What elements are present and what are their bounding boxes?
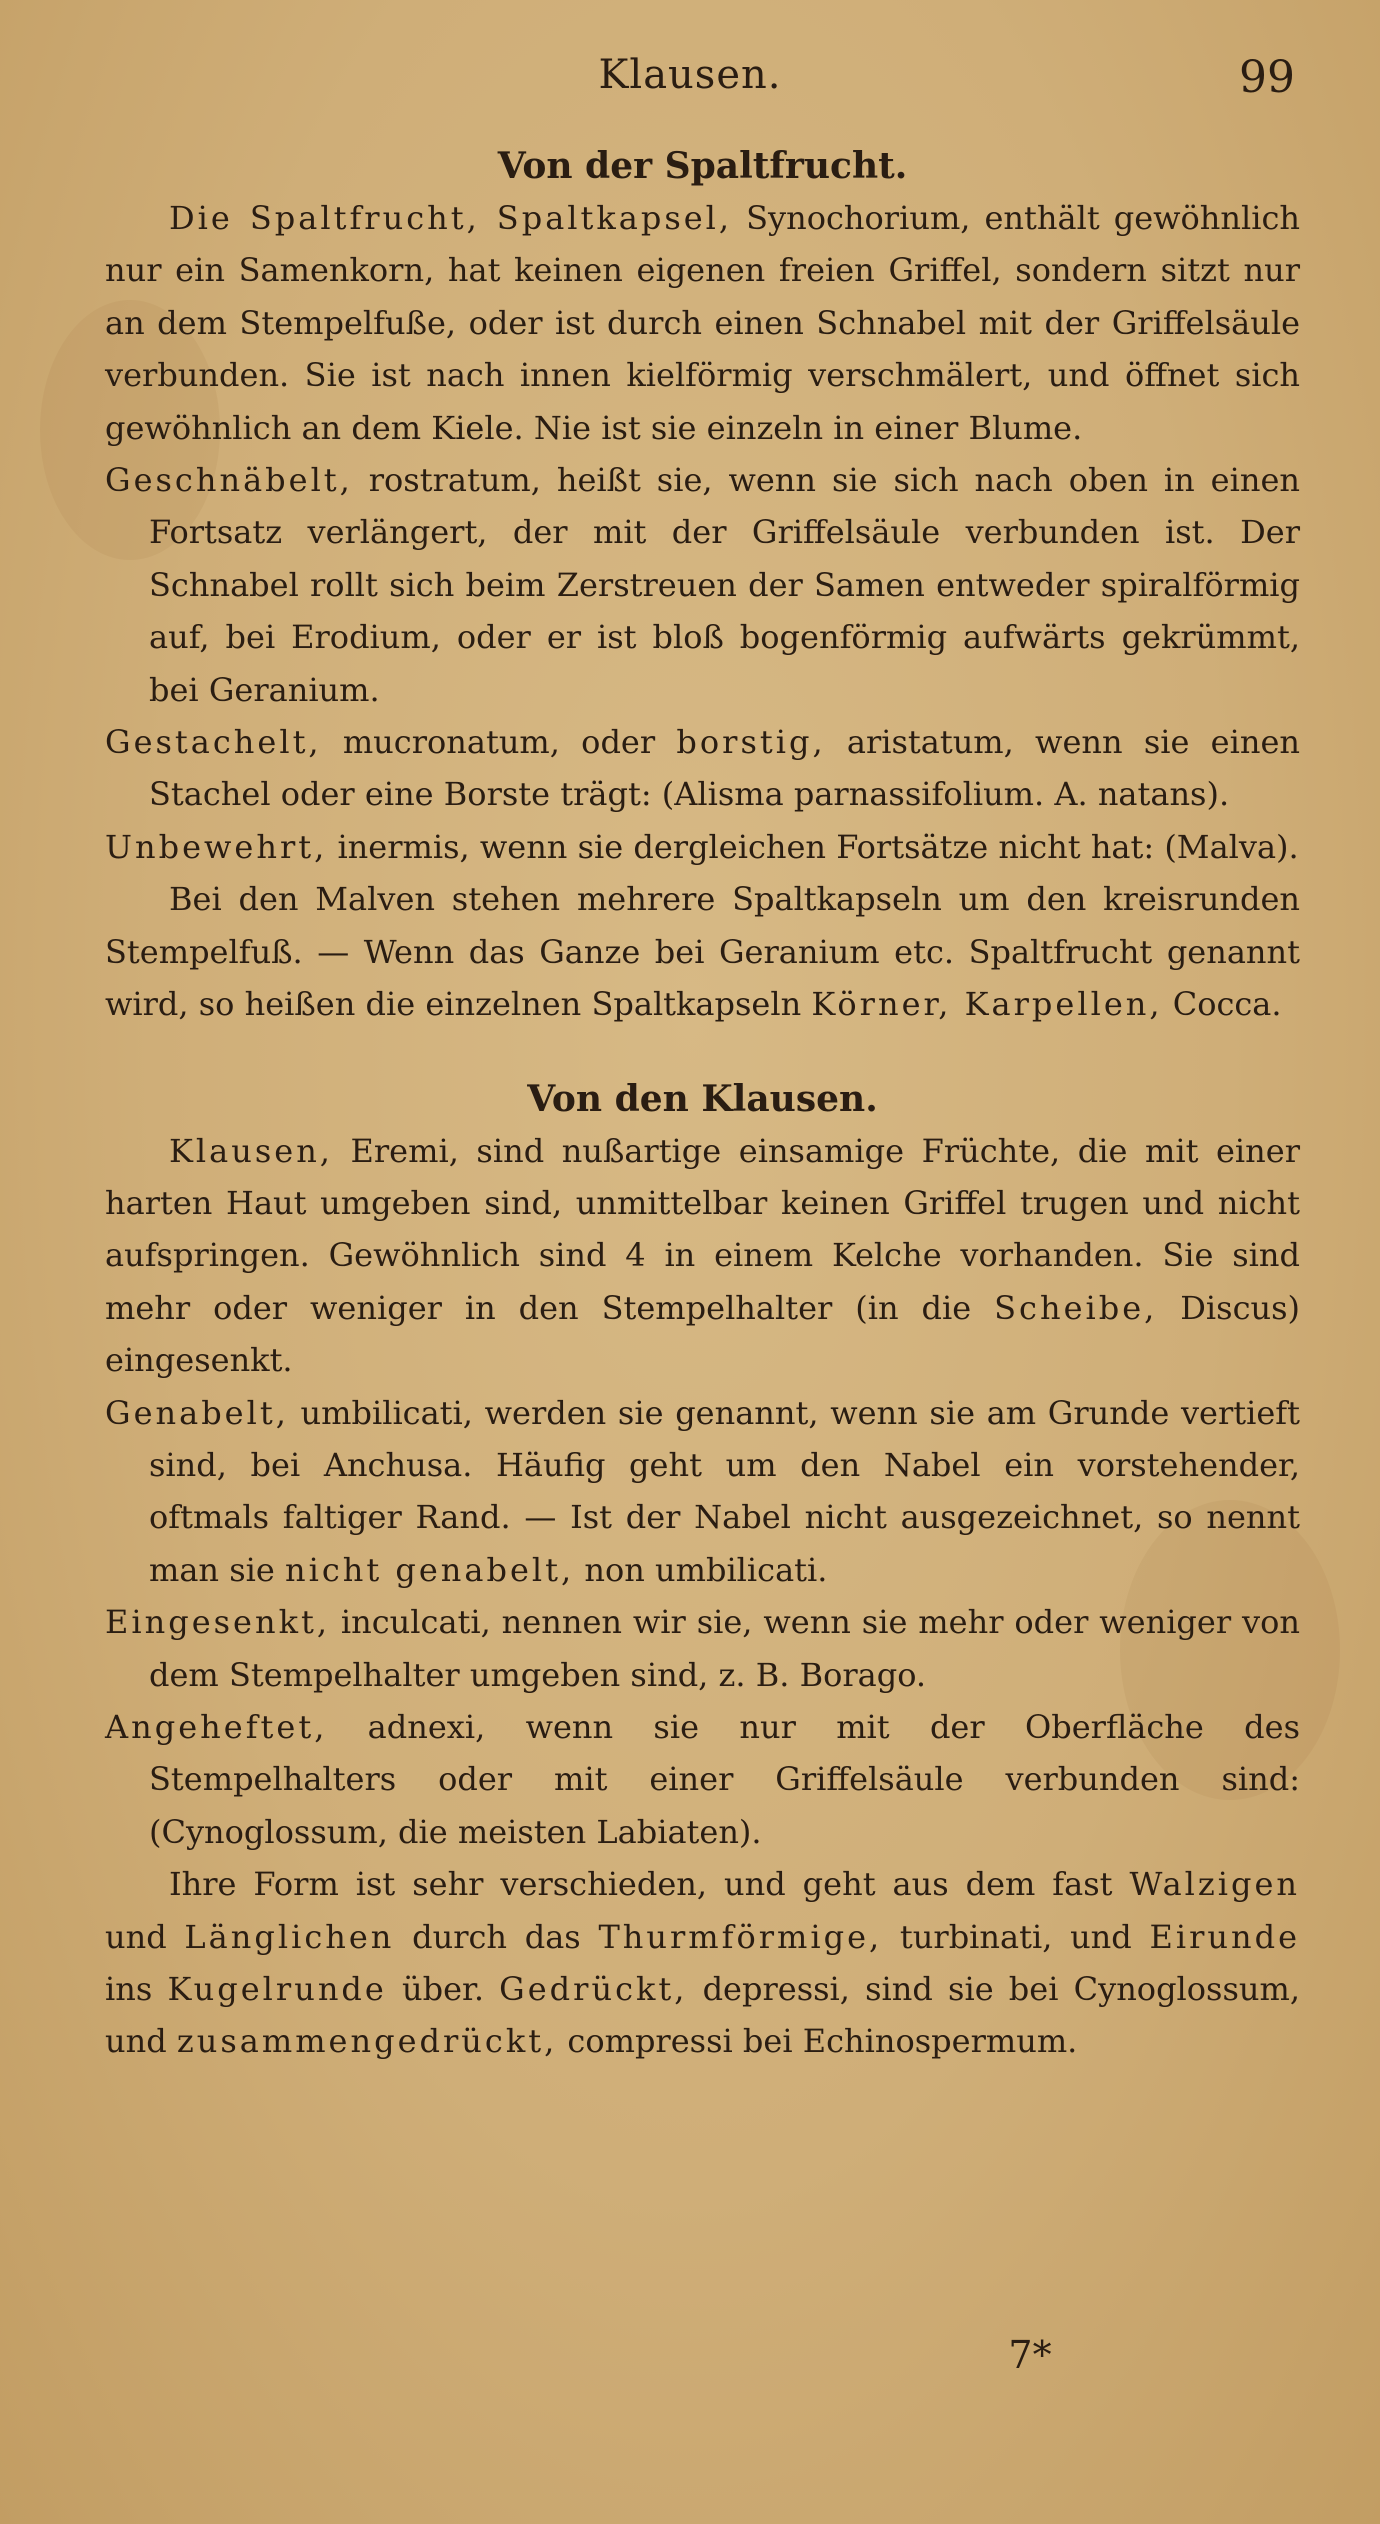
paragraph-text: inculcati, nennen wir sie, wenn sie mehr oder weniger von dem Stempelhalter umgeben sind, z. B. Borago. <box>149 1603 1300 1694</box>
paragraph <box>105 1596 1300 1701</box>
term: Thurmförmige, <box>598 1917 883 1956</box>
paragraph <box>105 873 1300 1030</box>
term: Gedrückt, <box>499 1970 688 2008</box>
paragraph-text: und <box>105 1917 185 1956</box>
paragraph <box>105 1387 1300 1597</box>
page-number: 99 <box>1239 52 1295 103</box>
term: Klausen, <box>169 1131 333 1170</box>
paragraph-text: durch das <box>394 1917 599 1956</box>
paragraph-text: mucronatum, oder <box>321 723 677 762</box>
paragraph-text: aristatum, wenn sie einen Stachel oder eine Borste trägt: (Alisma parnassifolium. A. natans). <box>149 723 1301 814</box>
term: Körner, Karpellen, <box>811 985 1163 1024</box>
signature-mark <box>0 2333 1380 2377</box>
term: Länglichen <box>184 1917 395 1956</box>
paragraph-text: depressi, sind sie bei Cynoglossum, und <box>105 1970 1301 2061</box>
term: Angeheftet, <box>105 1707 328 1746</box>
paragraph-text: adnexi, wenn sie nur mit der Oberfläche des Stempelhalters oder mit einer Griffelsäule verbunden sind: (Cynoglossum, die meisten Labiaten). <box>149 1707 1300 1851</box>
term: Eirunde <box>1149 1917 1301 1956</box>
paragraph-text: rostratum, heißt sie, wenn sie sich nach oben in einen Fortsatz verlängert, der mit der Griffelsäule verbunden ist. Der Schnabel rollt sich beim Zerstreuen der Samen entweder spiralförmig auf, bei Erodium, oder er ist bloß bogenförmig aufwärts gekrümmt, bei Geranium. <box>149 461 1300 709</box>
paragraph-text: turbinati, und <box>882 1917 1150 1956</box>
term: Kugelrunde <box>167 1970 387 2008</box>
paragraph <box>105 716 1300 821</box>
paragraph-text: über. <box>386 1970 500 2008</box>
term: Genabelt, <box>105 1393 289 1432</box>
section-heading: Von der Spaltfrucht. <box>497 145 908 187</box>
paragraph-text: Discus) eingesenkt. <box>105 1288 1301 1380</box>
paragraph-text: Bei den Malven stehen mehrere Spaltkapseln um den kreisrunden Stempelfuß. — Wenn das Ganze bei Geranium etc. Spaltfrucht genannt wird, so heißen die einzelnen Spaltkapseln <box>105 880 1300 1024</box>
paragraph-text: Eremi, sind nußartige einsamige Früchte, die mit einer harten Haut umgeben sind, unmittelbar keinen Griffel trugen und nicht aufspringen. Gewöhnlich sind 4 in einem Kelche vorhanden. Sie sind mehr oder weniger in den Stempelhalter (in die <box>105 1131 1300 1327</box>
term: borstig, <box>676 723 826 762</box>
term: Geschnäbelt, <box>105 461 353 500</box>
term: nicht genabelt, <box>284 1550 575 1589</box>
paragraph <box>105 821 1300 873</box>
paragraph-text: umbilicati, werden sie genannt, wenn sie am Grunde vertieft sind, bei Anchusa. Häufig geht um den Nabel ein vorstehender, oftmals faltiger Rand. — Ist der Nabel nicht ausgezeichnet, so nennt man sie <box>149 1393 1300 1589</box>
paragraph-text: Ihre Form ist sehr verschieden, und geht aus dem fast <box>169 1865 1130 1904</box>
paragraph <box>105 454 1300 716</box>
paragraph <box>105 1858 1300 2068</box>
term: Walzigen <box>1129 1865 1300 1904</box>
paragraph <box>105 192 1300 454</box>
paragraph-text: ins <box>105 1970 168 2008</box>
running-title: Klausen. <box>598 52 782 98</box>
paragraph <box>105 1125 1300 1387</box>
body-text <box>105 140 1300 2068</box>
page-header <box>0 52 1380 112</box>
term: Unbewehrt, <box>105 827 328 866</box>
paragraph-text: Cocca. <box>1162 985 1282 1024</box>
paragraph-text: compressi bei Echinospermum. <box>557 2022 1078 2061</box>
section-heading: Von den Klausen. <box>527 1077 878 1120</box>
signature-text: 7* <box>1008 2333 1052 2377</box>
term: Die Spaltfrucht, Spaltkapsel, <box>169 199 733 237</box>
term: zusammengedrückt, <box>176 2022 558 2061</box>
term: Eingesenkt, <box>105 1603 331 1642</box>
paragraph-text: Synochorium, enthält gewöhnlich nur ein Samenkorn, hat keinen eigenen freien Griffel, sondern sitzt nur an dem Stempelfuße, oder ist durch einen Schnabel mit der Griffelsäule verbunden. Sie ist nach innen kielförmig verschmälert, und öffnet sich gewöhnlich an dem Kiele. Nie ist sie einzeln in einer Blume. <box>105 199 1301 447</box>
term: Scheibe, <box>994 1288 1158 1327</box>
term: Gestachelt, <box>105 723 322 762</box>
paragraph-text: inermis, wenn sie dergleichen Fortsätze nicht hat: (Malva). <box>327 827 1299 866</box>
paragraph <box>105 1701 1300 1858</box>
paragraph-text: non umbilicati. <box>574 1550 828 1589</box>
